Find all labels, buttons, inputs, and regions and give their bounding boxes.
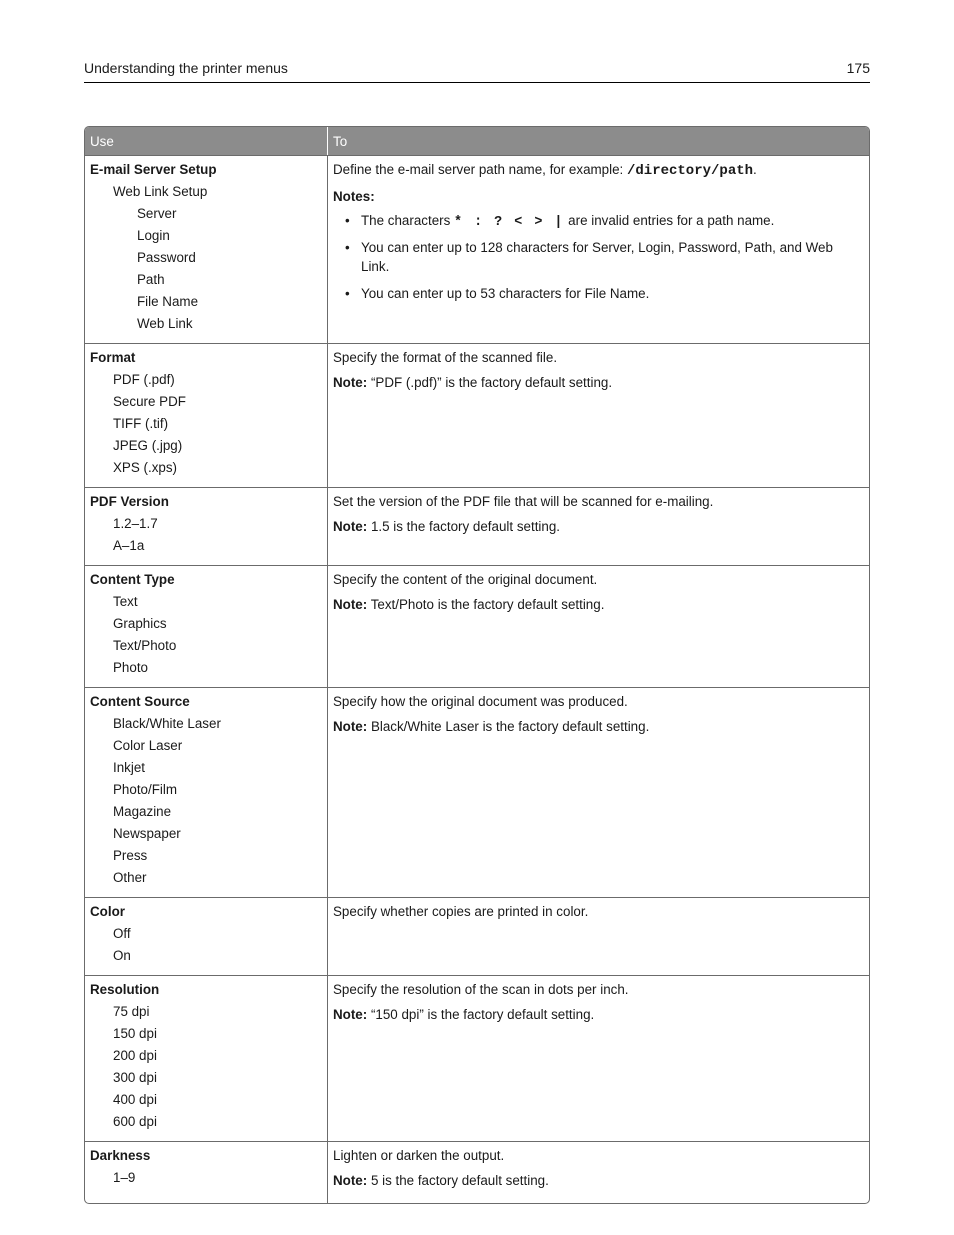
description-text xyxy=(333,161,864,180)
table-row xyxy=(85,1141,869,1203)
note-text: “PDF (.pdf)” is the factory default setting. xyxy=(367,375,613,390)
menu-option: Inkjet xyxy=(113,760,146,775)
description-cell xyxy=(328,155,869,343)
menu-option: Web Link Setup xyxy=(113,184,208,199)
menu-item-title: Color xyxy=(90,904,125,919)
note-text-before: The characters xyxy=(361,213,455,228)
menu-option: JPEG (.jpg) xyxy=(113,438,183,453)
default-note xyxy=(333,518,864,535)
column-header-to: To xyxy=(328,127,869,155)
note-label: Note: xyxy=(333,719,368,734)
note-label: Note: xyxy=(333,1173,368,1188)
menu-option: Password xyxy=(137,250,196,265)
menu-option: Photo xyxy=(113,660,148,675)
menu-option: Press xyxy=(113,848,148,863)
menu-item-title: Darkness xyxy=(90,1148,151,1163)
menu-option: Text xyxy=(113,594,138,609)
table-row xyxy=(85,565,869,687)
menu-option: Photo/Film xyxy=(113,782,177,797)
desc-after: . xyxy=(753,162,757,177)
page-header xyxy=(84,60,870,83)
page-title: Understanding the printer menus xyxy=(84,60,288,76)
description-cell xyxy=(328,975,869,1141)
table-row xyxy=(85,687,869,897)
description-text: Specify the resolution of the scan in dots per inch. xyxy=(333,982,629,997)
note-text: Black/White Laser is the factory default setting. xyxy=(367,719,650,734)
menu-item-title: Format xyxy=(90,350,136,365)
description-cell xyxy=(328,343,869,487)
use-cell xyxy=(85,487,328,565)
use-cell xyxy=(85,897,328,975)
default-note xyxy=(333,596,864,613)
use-cell xyxy=(85,1141,328,1203)
note-label: Note: xyxy=(333,375,368,390)
notes-label: Notes: xyxy=(333,189,375,204)
menu-option: TIFF (.tif) xyxy=(113,416,169,431)
note-bullet xyxy=(333,284,864,305)
menu-option: XPS (.xps) xyxy=(113,460,177,475)
menu-item-title: Content Type xyxy=(90,572,175,587)
menu-option: Off xyxy=(113,926,131,941)
description-cell xyxy=(328,687,869,897)
table-row xyxy=(85,487,869,565)
menu-item-title: Content Source xyxy=(90,694,190,709)
menu-option: Color Laser xyxy=(113,738,183,753)
note-label: Note: xyxy=(333,1007,368,1022)
menu-option: On xyxy=(113,948,131,963)
table-row xyxy=(85,155,869,343)
description-text: Specify how the original document was produced. xyxy=(333,694,628,709)
menu-option: Black/White Laser xyxy=(113,716,221,731)
notes-heading xyxy=(333,188,864,205)
default-note xyxy=(333,718,864,735)
menu-item-title: E-mail Server Setup xyxy=(90,162,217,177)
description-cell xyxy=(328,487,869,565)
menu-option: 600 dpi xyxy=(113,1114,157,1129)
path-example: /directory/path xyxy=(627,163,754,179)
column-header-use: Use xyxy=(85,127,328,155)
menu-option: A–1a xyxy=(113,538,145,553)
default-note xyxy=(333,1172,864,1189)
note-bullet xyxy=(333,211,864,232)
bullet-icon: • xyxy=(345,240,350,255)
menu-option: Server xyxy=(137,206,177,221)
table-row xyxy=(85,897,869,975)
menu-item-title: PDF Version xyxy=(90,494,169,509)
desc-before: Define the e-mail server path name, for example: xyxy=(333,162,627,177)
description-cell xyxy=(328,897,869,975)
menu-option: Text/Photo xyxy=(113,638,177,653)
menu-option: 1.2–1.7 xyxy=(113,516,158,531)
note-text-before: You can enter up to 53 characters for File Name. xyxy=(361,286,650,301)
use-cell xyxy=(85,343,328,487)
note-text: “150 dpi” is the factory default setting. xyxy=(367,1007,595,1022)
menu-option: 75 dpi xyxy=(113,1004,150,1019)
table-row xyxy=(85,343,869,487)
menu-option: Login xyxy=(137,228,170,243)
menu-item-title: Resolution xyxy=(90,982,160,997)
menu-option: 400 dpi xyxy=(113,1092,157,1107)
menu-option: Graphics xyxy=(113,616,167,631)
description-cell xyxy=(328,565,869,687)
description-text: Lighten or darken the output. xyxy=(333,1148,505,1163)
menu-option: Path xyxy=(137,272,165,287)
note-text-after: are invalid entries for a path name. xyxy=(564,213,775,228)
description-text: Specify the format of the scanned file. xyxy=(333,350,558,365)
description-text: Specify whether copies are printed in color. xyxy=(333,904,589,919)
default-note xyxy=(333,374,864,391)
invalid-characters: * : ? < > | xyxy=(454,215,565,230)
use-cell xyxy=(85,565,328,687)
menu-option: File Name xyxy=(137,294,199,309)
note-label: Note: xyxy=(333,597,368,612)
table-header-row xyxy=(85,127,869,155)
note-text: 1.5 is the factory default setting. xyxy=(367,519,561,534)
bullet-icon: • xyxy=(345,213,350,228)
note-text-before: You can enter up to 128 characters for Server, Login, Password, Path, and Web Link. xyxy=(361,240,833,274)
note-label: Note: xyxy=(333,519,368,534)
description-text: Set the version of the PDF file that will be scanned for e-mailing. xyxy=(333,494,714,509)
description-cell xyxy=(328,1141,869,1203)
default-note xyxy=(333,1006,864,1023)
use-cell xyxy=(85,687,328,897)
note-text: Text/Photo is the factory default setting. xyxy=(367,597,605,612)
description-text: Specify the content of the original document. xyxy=(333,572,598,587)
menu-option: Secure PDF xyxy=(113,394,186,409)
menu-option: Other xyxy=(113,870,147,885)
menu-option: Magazine xyxy=(113,804,172,819)
note-text: 5 is the factory default setting. xyxy=(367,1173,549,1188)
menu-option: PDF (.pdf) xyxy=(113,372,175,387)
note-bullet xyxy=(333,238,864,278)
table-row xyxy=(85,975,869,1141)
menu-option: 200 dpi xyxy=(113,1048,157,1063)
menu-table xyxy=(84,126,870,1204)
use-cell xyxy=(85,975,328,1141)
menu-option: 300 dpi xyxy=(113,1070,157,1085)
page-number: 175 xyxy=(846,60,870,76)
use-cell xyxy=(85,155,328,343)
notes-list xyxy=(333,211,864,305)
menu-option: Web Link xyxy=(137,316,193,331)
bullet-icon: • xyxy=(345,286,350,301)
menu-option: Newspaper xyxy=(113,826,181,841)
menu-option: 150 dpi xyxy=(113,1026,157,1041)
menu-option: 1–9 xyxy=(113,1170,136,1185)
